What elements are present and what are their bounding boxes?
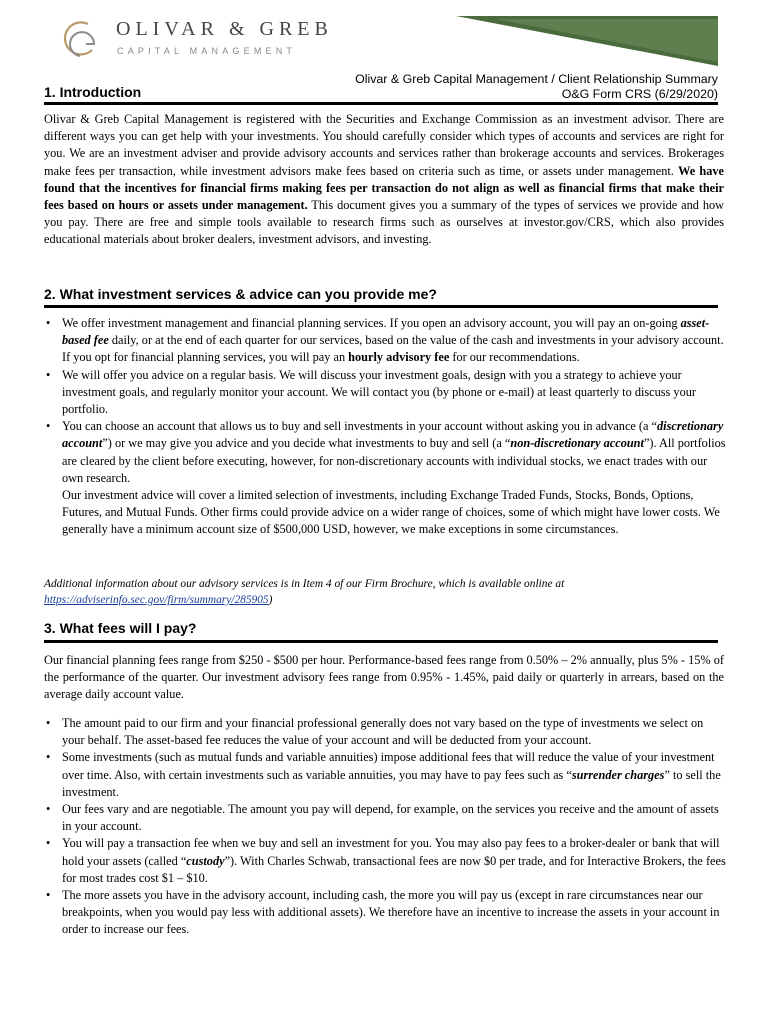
non-discretionary-term: non-discretionary account <box>510 436 644 451</box>
introduction-paragraph <box>44 111 724 249</box>
item-text: Our fees vary and are negotiable. The amount you pay will depend, for example, on the services you receive and the amount of assets in your account. <box>62 802 719 834</box>
bullet: • <box>46 802 51 817</box>
list-item <box>44 315 726 367</box>
item-text: ”). With Charles Schwab, transactional fees are now $0 per trade, and for Interactive Brokers, the fees for most trades cost $1 – $10. <box>62 853 726 885</box>
list-item <box>44 887 726 939</box>
list-item <box>44 715 726 749</box>
item-text: ” to sell the investment. <box>62 767 721 799</box>
item-text: daily, or at the end of each quarter for our services, based on the value of the cash and investments in your advisory account. If you opt for financial planning services, you will pay an <box>62 333 724 365</box>
item-text: You can choose an account that allows us to buy and sell investments in your account without asking you in advance (a “ <box>62 419 658 434</box>
section-divider <box>44 640 718 643</box>
item-text: We will offer you advice on a regular basis. We will discuss your investment goals, design with you a strategy to achieve your investment goals, and regularly monitor your account. We will contact you (by phone or e-mail) at least quarterly to discuss your portfolio. <box>62 367 696 417</box>
intro-bold-statement: We have found that the incentives for financial firms making fees per transaction do not align as well as financial firms that make their fees based on hours or assets under management. <box>44 163 725 213</box>
custody-term: custody <box>186 853 225 868</box>
bullet: • <box>46 888 51 903</box>
bullet: • <box>46 836 51 851</box>
adviserinfo-link[interactable]: https://adviserinfo.sec.gov/firm/summary/285905 <box>44 594 269 606</box>
section-heading-services: 2. What investment services & advice can you provide me? <box>44 286 437 302</box>
list-item <box>44 418 726 487</box>
surrender-charges-term: surrender charges <box>571 767 665 782</box>
item-text: for our recommendations. <box>449 350 580 365</box>
item-text: We offer investment management and financial planning services. If you open an advisory account, you will pay an on-going <box>62 316 681 330</box>
discretionary-term: discretionary account <box>62 419 724 451</box>
og-monogram-logo <box>58 16 108 66</box>
bullet: • <box>46 716 51 730</box>
bullet: • <box>46 419 51 434</box>
section-divider <box>44 102 718 105</box>
list-item <box>44 801 726 835</box>
list-item <box>44 367 726 419</box>
header-green-banner <box>456 16 718 66</box>
item-text: ”) or we may give you advice and you decide what investments to buy and sell (a “ <box>102 436 511 451</box>
item-text: The amount paid to our firm and your financial professional generally does not vary based on the type of investments we select on your behalf. The asset-based fee reduces the value of your account and will be deducted from your account. <box>62 716 704 748</box>
item-text: The more assets you have in the advisory account, including cash, the more you will pay us (except in rare circumstances near our breakpoints, when you would pay less with additional assets). We therefore have an incentive to increase the assets in your account in order to increase our fees. <box>62 888 720 937</box>
note-text: ) <box>268 594 273 606</box>
document-identifier <box>298 72 718 102</box>
intro-text-end: This document gives you a summary of the types of services we provide and how you pay. There are free and simple tools available to research firms such as ourselves at investor.gov/CRS, which also provides educational materials about broker dealers, investment advisors, and investing. <box>44 198 724 247</box>
fees-list <box>44 715 726 939</box>
section-heading-introduction: 1. Introduction <box>44 84 142 100</box>
hourly-fee-term: hourly advisory fee <box>348 350 450 365</box>
item-text: Our investment advice will cover a limited selection of investments, including Exchange Traded Funds, Stocks, Bonds, Options, Futures, and Mutual Funds. Other firms could provide advice on a wider range of choices, some of which might have lower costs. We generally have a minimum account size of $500,000 USD, however, we make exceptions in some circumstances. <box>62 488 720 537</box>
brochure-note <box>44 576 724 608</box>
list-item <box>44 749 726 801</box>
item-text: You will pay a transaction fee when we buy and sell an investment for you. You may also pay fees to a broker-dealer or bank that will hold your assets (called “ <box>62 836 720 868</box>
asset-based-fee-term: asset-based fee <box>62 316 710 348</box>
note-text: Additional information about our advisory services is in Item 4 of our Firm Brochure, which is available online at <box>44 578 565 590</box>
intro-text: Olivar & Greb Capital Management is registered with the Securities and Exchange Commission as an investment advisor. There are different ways you can get help with your investments. You should carefully consider which types of accounts and services are right for you. We are an investment adviser and provide advisory accounts and services rather than brokerage accounts and services. Brokerages make fees per transaction, while investment advisors make fees based on criteria such as time, or assets under management. <box>44 112 724 178</box>
document-form-number: O&G Form CRS (6/29/2020) <box>561 87 718 101</box>
bullet: • <box>46 750 51 765</box>
section-divider <box>44 305 718 308</box>
bullet: • <box>46 316 51 330</box>
list-item <box>44 835 726 887</box>
list-item-continuation <box>44 487 726 539</box>
document-title: Olivar & Greb Capital Management / Client Relationship Summary <box>355 72 718 86</box>
services-list <box>44 315 726 539</box>
logo-wordmark: OLIVAR & GREB <box>116 18 333 40</box>
bullet: • <box>46 367 51 382</box>
item-text: ”). All portfolios are cleared by the client before executing, however, for non-discretionary accounts with individual stocks, we enact trades with our own research. <box>62 436 726 485</box>
item-text: Some investments (such as mutual funds and variable annuities) impose additional fees that will reduce the value of your investment over time. Also, with certain investments such as variable annuities, you may have to pay fees such as “ <box>62 750 715 782</box>
section-heading-fees: 3. What fees will I pay? <box>44 620 197 636</box>
fees-intro-paragraph: Our financial planning fees range from $250 - $500 per hour. Performance-based fees range from 0.50% – 2% annually, plus 5% - 15% of the performance of the quarter. Our investment advisory fees range from 0.95% - 1.45%, paid daily or quarterly in arrears, based on the average daily account value. <box>44 653 724 702</box>
logo-tagline: CAPITAL MANAGEMENT <box>117 46 297 56</box>
